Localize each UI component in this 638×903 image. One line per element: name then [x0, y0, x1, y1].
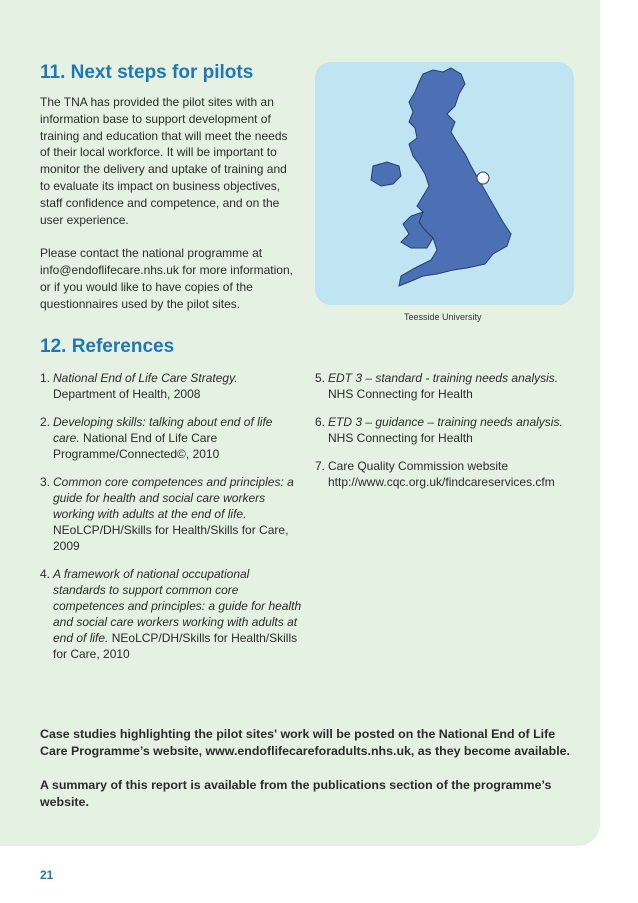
reference-number: 2.: [40, 415, 51, 429]
reference-title: Common core competences and principles: a guide for health and social care workers working with adults at the end of life.: [53, 475, 294, 521]
reference-number: 5.: [315, 371, 326, 385]
reference-source: Department of Health, 2008: [53, 387, 201, 401]
reference-number: 4.: [40, 567, 51, 581]
reference-title: EDT 3 – standard - training needs analysis.: [328, 371, 559, 385]
great-britain-landmass: [399, 68, 511, 286]
reference-source: NHS Connecting for Health: [328, 431, 473, 445]
reference-item: [40, 474, 302, 554]
reference-title: Developing skills: talking about end of life care.: [53, 415, 273, 445]
reference-title: ETD 3 – guidance – training needs analysis.: [328, 415, 563, 429]
reference-title: A framework of national occupational standards to support common core competences and principles: a guide for health and social care workers working with adults at end of life.: [53, 567, 302, 645]
reference-source: NEoLCP/DH/Skills for Health/Skills for Care, 2010: [53, 631, 298, 661]
reference-number: 6.: [315, 415, 326, 429]
reference-source: NEoLCP/DH/Skills for Health/Skills for Care, 2009: [53, 523, 289, 553]
uk-map-image: [315, 62, 574, 305]
references-right-column: [315, 370, 577, 502]
teesside-location-marker: [477, 172, 489, 184]
reference-number: 7.: [315, 459, 326, 473]
reference-item: [315, 458, 577, 490]
reference-item: [315, 414, 577, 446]
page-number: 21: [40, 868, 54, 882]
map-caption: Teesside University: [404, 312, 482, 322]
reference-item: [40, 566, 302, 662]
section-11-paragraph-1: The TNA has provided the pilot sites with an information base to support development of training and education that will meet the needs of their local workforce. It will be important to monitor the delivery and uptake of training and to evaluate its impact on business objectives, staff confidence and competence, and on the user experience.: [40, 95, 288, 227]
reference-item: [40, 370, 302, 402]
references-left-column: [40, 370, 302, 674]
reference-item: [315, 370, 577, 402]
reference-title: National End of Life Care Strategy.: [53, 371, 238, 385]
reference-item: [40, 414, 302, 462]
closing-paragraph-2: A summary of this report is available from the publications section of the programme’s website.: [40, 778, 552, 809]
reference-source: Care Quality Commission website http://www.cqc.org.uk/findcareservices.cfm: [328, 459, 555, 489]
section-11-heading: 11. Next steps for pilots: [40, 62, 254, 83]
reference-source: NHS Connecting for Health: [328, 387, 473, 401]
section-12-heading: 12. References: [40, 336, 175, 357]
section-11-paragraph-2: Please contact the national programme at info@endoflifecare.nhs.uk for more information, or if you would like to have copies of the questionnaires used by the pilot sites.: [40, 246, 293, 311]
northern-ireland-landmass: [371, 162, 401, 186]
closing-paragraph-1: Case studies highlighting the pilot sites' work will be posted on the National End of Life Care Programme’s website, www.endoflifecareforadults.nhs.uk, as they become available.: [40, 727, 570, 758]
reference-number: 1.: [40, 371, 51, 385]
uk-map-panel: [315, 62, 574, 305]
reference-source: National End of Life Care Programme/Connected©, 2010: [53, 431, 220, 461]
reference-number: 3.: [40, 475, 51, 489]
closing-statements: [40, 726, 580, 828]
section-11-body: [40, 94, 298, 313]
